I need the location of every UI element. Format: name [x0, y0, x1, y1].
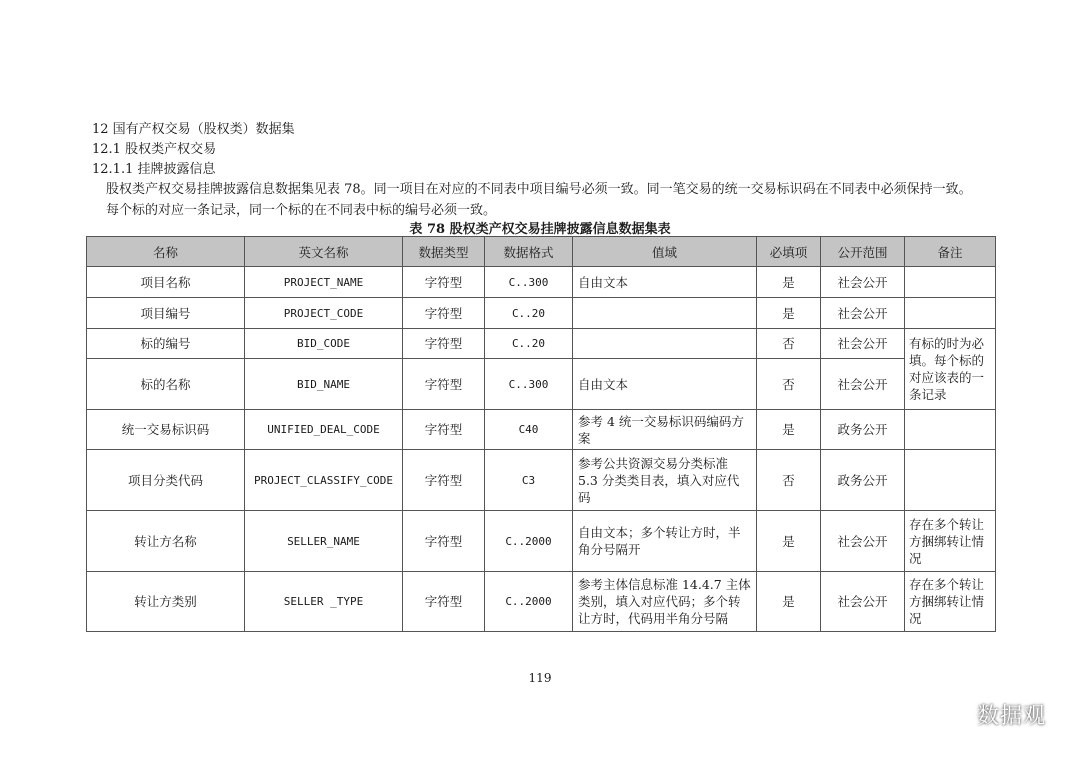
cell-data-format: C..300 — [485, 359, 573, 410]
cell-english-name: SELLER_NAME — [245, 511, 403, 572]
page-number: 119 — [528, 671, 552, 685]
cell-required: 是 — [757, 511, 821, 572]
paragraph-line-2: 每个标的对应一条记录，同一个标的在不同表中标的编号必须一致。 — [106, 203, 497, 218]
cell-required: 是 — [757, 572, 821, 632]
header-value-domain: 值域 — [573, 237, 757, 267]
section-heading-12-1-1: 12.1.1 挂牌披露信息 — [92, 162, 216, 177]
cell-name: 统一交易标识码 — [87, 410, 245, 450]
section-heading-12-1: 12.1 股权类产权交易 — [92, 142, 217, 157]
cell-remarks — [905, 450, 996, 511]
header-name: 名称 — [87, 237, 245, 267]
cell-value-domain: 参考公共资源交易分类标准 5.3 分类类目表，填入对应代码 — [573, 450, 757, 511]
cell-name: 转让方类别 — [87, 572, 245, 632]
cell-value-domain — [573, 329, 757, 359]
cell-english-name: PROJECT_NAME — [245, 267, 403, 298]
cell-data-format: C40 — [485, 410, 573, 450]
cell-remarks — [905, 410, 996, 450]
cell-name: 项目编号 — [87, 298, 245, 329]
cell-data-format: C..2000 — [485, 511, 573, 572]
cell-public-scope: 社会公开 — [821, 572, 905, 632]
table-row — [87, 511, 996, 572]
cell-public-scope: 政务公开 — [821, 450, 905, 511]
cell-value-domain-clipped — [573, 572, 757, 632]
cell-data-type: 字符型 — [403, 511, 485, 572]
cell-value-domain: 自由文本 — [573, 267, 757, 298]
cell-english-name: SELLER _TYPE — [245, 572, 403, 632]
cell-remarks — [905, 267, 996, 298]
cell-public-scope: 社会公开 — [821, 359, 905, 410]
cell-public-scope: 社会公开 — [821, 329, 905, 359]
cell-data-format: C3 — [485, 450, 573, 511]
watermark-text: 数据观 — [976, 704, 1046, 729]
cell-value-domain: 自由文本 — [573, 359, 757, 410]
cell-english-name: UNIFIED_DEAL_CODE — [245, 410, 403, 450]
cell-value-domain: 自由文本；多个转让方时，半角分号隔开 — [573, 511, 757, 572]
cell-remarks: 存在多个转让方捆绑转让情况 — [905, 511, 996, 572]
cell-public-scope: 社会公开 — [821, 267, 905, 298]
cell-data-format: C..2000 — [485, 572, 573, 632]
cell-value-domain: 参考主体信息标准 14.4.7 主体类别，填入对应代码；多个转让方时，代码用半角分号隔 — [578, 577, 751, 626]
cell-english-name: PROJECT_CLASSIFY_CODE — [245, 450, 403, 511]
cell-name: 项目分类代码 — [87, 450, 245, 511]
cell-remarks: 存在多个转让方捆绑转让情况 — [905, 572, 996, 632]
paragraph-line-1: 股权类产权交易挂牌披露信息数据集见表 78。同一项目在对应的不同表中项目编号必须一致。同一笔交易的统一交易标识码在不同表中必须保持一致。 — [106, 182, 972, 197]
cell-required: 是 — [757, 267, 821, 298]
cell-public-scope: 社会公开 — [821, 298, 905, 329]
cell-data-type: 字符型 — [403, 410, 485, 450]
cell-english-name: PROJECT_CODE — [245, 298, 403, 329]
header-data-type: 数据类型 — [403, 237, 485, 267]
dataset-table — [86, 236, 996, 632]
cell-data-format: C..20 — [485, 298, 573, 329]
cell-remarks — [905, 298, 996, 329]
header-public-scope: 公开范围 — [821, 237, 905, 267]
cell-required: 否 — [757, 450, 821, 511]
cell-remarks-merged: 有标的时为必填。每个标的对应该表的一条记录 — [905, 329, 996, 410]
section-heading-12: 12 国有产权交易（股权类）数据集 — [92, 122, 295, 137]
table-row — [87, 267, 996, 298]
cell-required: 否 — [757, 329, 821, 359]
cell-data-type: 字符型 — [403, 329, 485, 359]
cell-value-domain: 参考 4 统一交易标识码编码方案 — [573, 410, 757, 450]
header-required: 必填项 — [757, 237, 821, 267]
cell-english-name: BID_CODE — [245, 329, 403, 359]
cell-name: 转让方名称 — [87, 511, 245, 572]
cell-data-type: 字符型 — [403, 572, 485, 632]
cell-required: 否 — [757, 359, 821, 410]
cell-required: 是 — [757, 410, 821, 450]
table-row — [87, 298, 996, 329]
header-english-name: 英文名称 — [245, 237, 403, 267]
table-row — [87, 450, 996, 511]
cell-data-format: C..300 — [485, 267, 573, 298]
cell-english-name: BID_NAME — [245, 359, 403, 410]
cell-data-type: 字符型 — [403, 359, 485, 410]
cell-name: 标的名称 — [87, 359, 245, 410]
header-remarks: 备注 — [905, 237, 996, 267]
table-row — [87, 410, 996, 450]
cell-value-domain — [573, 298, 757, 329]
table-caption: 表 78 股权类产权交易挂牌披露信息数据集表 — [409, 222, 671, 237]
cell-required: 是 — [757, 298, 821, 329]
cell-name: 项目名称 — [87, 267, 245, 298]
table-row — [87, 359, 996, 410]
watermark — [941, 699, 1046, 730]
table-row — [87, 572, 996, 632]
table-row — [87, 329, 996, 359]
cell-data-type: 字符型 — [403, 450, 485, 511]
cell-data-format: C..20 — [485, 329, 573, 359]
header-data-format: 数据格式 — [485, 237, 573, 267]
cell-public-scope: 政务公开 — [821, 410, 905, 450]
table-header-row — [87, 237, 996, 267]
wechat-icon — [941, 702, 971, 728]
cell-name: 标的编号 — [87, 329, 245, 359]
cell-public-scope: 社会公开 — [821, 511, 905, 572]
cell-data-type: 字符型 — [403, 267, 485, 298]
cell-data-type: 字符型 — [403, 298, 485, 329]
